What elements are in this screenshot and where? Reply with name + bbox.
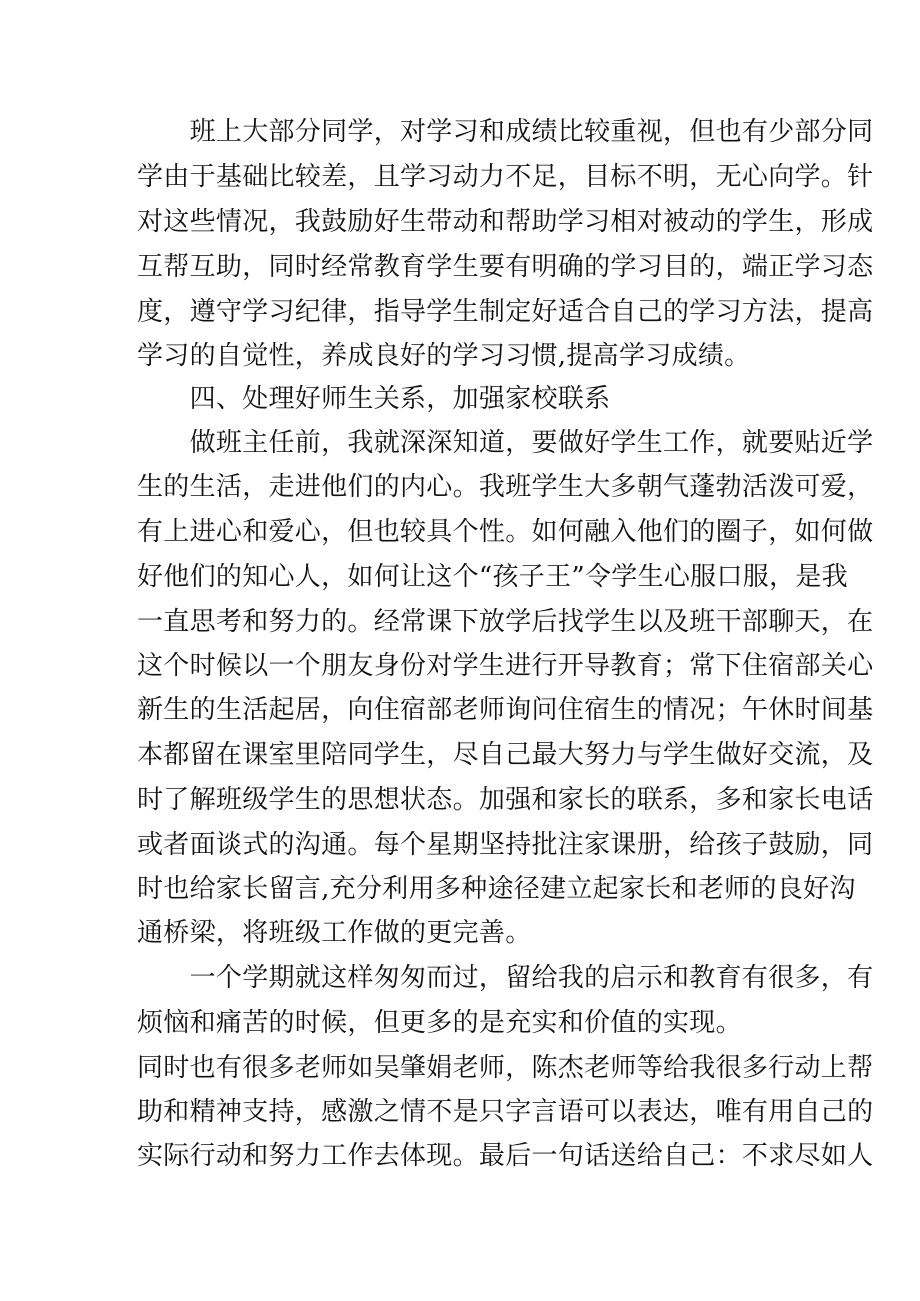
text-line: 实际行动和努力工作去体现。最后一句话送给自己：不求尽如人 [137, 1141, 874, 1171]
text-line: 时了解班级学生的思想状态。加强和家长的联系，多和家长电话 [137, 785, 874, 815]
section-heading: 四、处理好师生关系，加强家校联系 [137, 384, 611, 414]
text-line: 班上大部分同学，对学习和成绩比较重视，但也有少部分同 [137, 117, 874, 147]
text-line: 通桥梁，将班级工作做的更完善。 [137, 918, 532, 948]
text-line: 做班主任前，我就深深知道，要做好学生工作，就要贴近学 [137, 428, 874, 458]
text-line: 烦恼和痛苦的时候，但更多的是充实和价值的实现。 [137, 1008, 742, 1038]
text-line: 好他们的知心人，如何让这个“孩子王”令学生心服口服，是我 [137, 562, 848, 592]
text-line: 互帮互助，同时经常教育学生要有明确的学习目的，端正学习态 [137, 252, 874, 282]
text-line: 学习的自觉性，养成良好的学习习惯,提高学习成绩。 [137, 341, 751, 371]
text-line: 度，遵守学习纪律，指导学生制定好适合自己的学习方法，提高 [137, 297, 874, 327]
text-line: 生的生活，走进他们的内心。我班学生大多朝气蓬勃活泼可爱， [137, 472, 874, 502]
text-line: 一个学期就这样匆匆而过，留给我的启示和教育有很多，有 [137, 963, 874, 993]
text-line: 这个时候以一个朋友身份对学生进行开导教育；常下住宿部关心 [137, 651, 874, 681]
text-line: 助和精神支持，感激之情不是只字言语可以表达，唯有用自己的 [137, 1097, 874, 1127]
text-line: 学由于基础比较差，且学习动力不足，目标不明，无心向学。针 [137, 162, 874, 192]
text-line: 本都留在课室里陪同学生，尽自己最大努力与学生做好交流，及 [137, 740, 874, 770]
text-line: 对这些情况，我鼓励好生带动和帮助学习相对被动的学生，形成 [137, 207, 874, 237]
text-line: 同时也有很多老师如吴肇娟老师，陈杰老师等给我很多行动上帮 [137, 1053, 874, 1083]
text-line: 时也给家长留言,充分利用多种途径建立起家长和老师的良好沟 [137, 874, 856, 904]
text-line: 一直思考和努力的。经常课下放学后找学生以及班干部聊天，在 [137, 607, 874, 637]
text-line: 新生的生活起居，向住宿部老师询问住宿生的情况；午休时间基 [137, 695, 874, 725]
text-line: 或者面谈式的沟通。每个星期坚持批注家课册，给孩子鼓励，同 [137, 830, 874, 860]
text-line: 有上进心和爱心，但也较具个性。如何融入他们的圈子，如何做 [137, 517, 874, 547]
